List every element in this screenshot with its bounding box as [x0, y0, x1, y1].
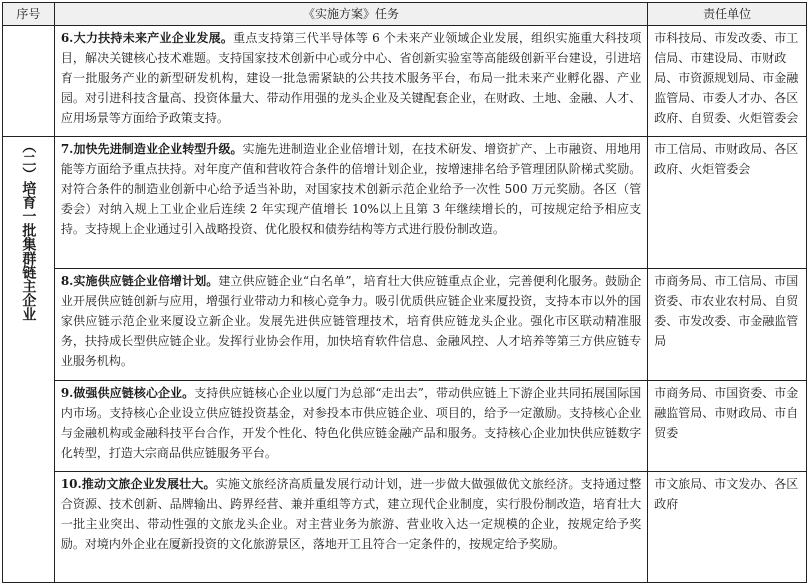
header-no: 序号 [3, 3, 55, 26]
row-no-empty [3, 26, 55, 137]
header-row [3, 3, 807, 26]
task-title: 6.大力扶持未来产业企业发展。 [60, 31, 234, 45]
task-cell [54, 471, 647, 582]
header-unit: 责任单位 [648, 3, 807, 26]
task-body: 实施文旅经济高质量发展行动计划，进一步做大做强做优文旅经济。支持通过整合资源、技术创新、品牌输出、跨界经营、兼并重组等方式，建立现代企业制度，实行股份制改造，培育壮大一批主业突出、带动性强的文旅龙头企业。对主营业务为旅游、营业收入达一定规模的企业，按规定给予奖励。对境内外企业在厦新投资的文化旅游景区，落地开工且符合一定条件的，按规定给予奖励。 [60, 476, 642, 551]
unit-cell: 市文旅局、市文发办、各区政府 [648, 471, 807, 582]
unit-cell: 市工信局、市财政局、各区政府、火炬管委会 [648, 137, 807, 269]
table-row [3, 137, 807, 269]
task-title: 9.做强供应链核心企业。 [60, 385, 195, 400]
table-row [3, 26, 807, 137]
policy-table [2, 2, 807, 583]
unit-cell: 市商务局、市工信局、市国资委、市农业农村局、自贸委、市发改委、市金融监管局 [648, 269, 807, 380]
task-title: 8.实施供应链企业倍增计划。 [60, 274, 219, 289]
table-row [3, 380, 807, 471]
task-title: 7.加快先进制造业企业转型升级。 [60, 142, 243, 157]
unit-cell: 市科技局、市发改委、市工信局、市建设局、市财政局、市资源规划局、市金融监管局、市委人才办、各区政府、自贸委、火炬管委会 [648, 26, 807, 137]
task-cell [54, 137, 647, 269]
unit-cell: 市商务局、市国资委、市金融监管局、市财政局、市自贸委 [648, 380, 807, 471]
section-label-cell [3, 137, 55, 583]
task-body: 支持供应链核心企业以厦门为总部“走出去”，带动供应链上下游企业共同拓展国际国内市场。支持核心企业设立供应链投资基金，对参投本市供应链企业、项目的，给予一定激励。支持核心企业与金融机构或金融科技平台合作，开发个性化、特色化供应链金融产品和服务。支持核心企业加快供应链数字化转型，打造大宗商品供应链服务平台。 [60, 385, 642, 460]
task-body: 实施先进制造业企业倍增计划，在技术研发、增资扩产、上市融资、用地用能等方面给予重点扶持。对年度产值和营收符合条件的倍增计划企业，按增速排名给予管理团队阶梯式奖励。对符合条件的制造业创新中心给予适当补助，对国家技术创新示范企业给予一次性 500 万元奖励。各区（管委会）对纳入规上工业企业后连续 2 年实现产值增长 10%以上且第 3 年继续增长的，可按规定给予相应支持。支持规上企业通过引入战略投资、优化股权和债券结构等方式进行股份制改造。 [60, 142, 642, 237]
task-title: 10.推动文旅企业发展壮大。 [60, 476, 216, 491]
task-cell [54, 26, 647, 137]
task-cell [54, 380, 647, 471]
header-task: 《实施方案》任务 [54, 3, 647, 26]
table-row [3, 269, 807, 380]
task-body: 重点支持第三代半导体等 6 个未来产业领域企业发展，组织实施重大科技项目，解决关键核心技术难题。支持国家技术创新中心或分中心、省创新实验室等高能级创新平台建设，引进培育一批服务产业的新型研发机构，建设一批急需紧缺的公共技术服务平台，布局一批未来产业孵化器、产业园。对引进科技含量高、投资体量大、带动作用强的龙头企业及关键配套企业，在财政、土地、金融、人才、应用场景等方面给予政策支持。 [60, 31, 642, 125]
section-label: （二）培育一批集群链主企业 [20, 139, 37, 322]
task-cell [54, 269, 647, 380]
task-body: 建立供应链企业“白名单”，培育壮大供应链重点企业，完善便利化服务。鼓励企业开展供应链创新与应用，增强行业带动力和核心竞争力。吸引优质供应链企业来厦投资，支持本市以外的国家供应链示范企业来厦设立新企业。发展先进供应链管理技术，培育供应链龙头企业。强化市区联动精准服务，扶持成长型供应链企业。发挥行业协会作用，加快培育软件信息、金融风控、人才培养等第三方供应链专业服务机构。 [60, 274, 642, 369]
table-row [3, 471, 807, 582]
